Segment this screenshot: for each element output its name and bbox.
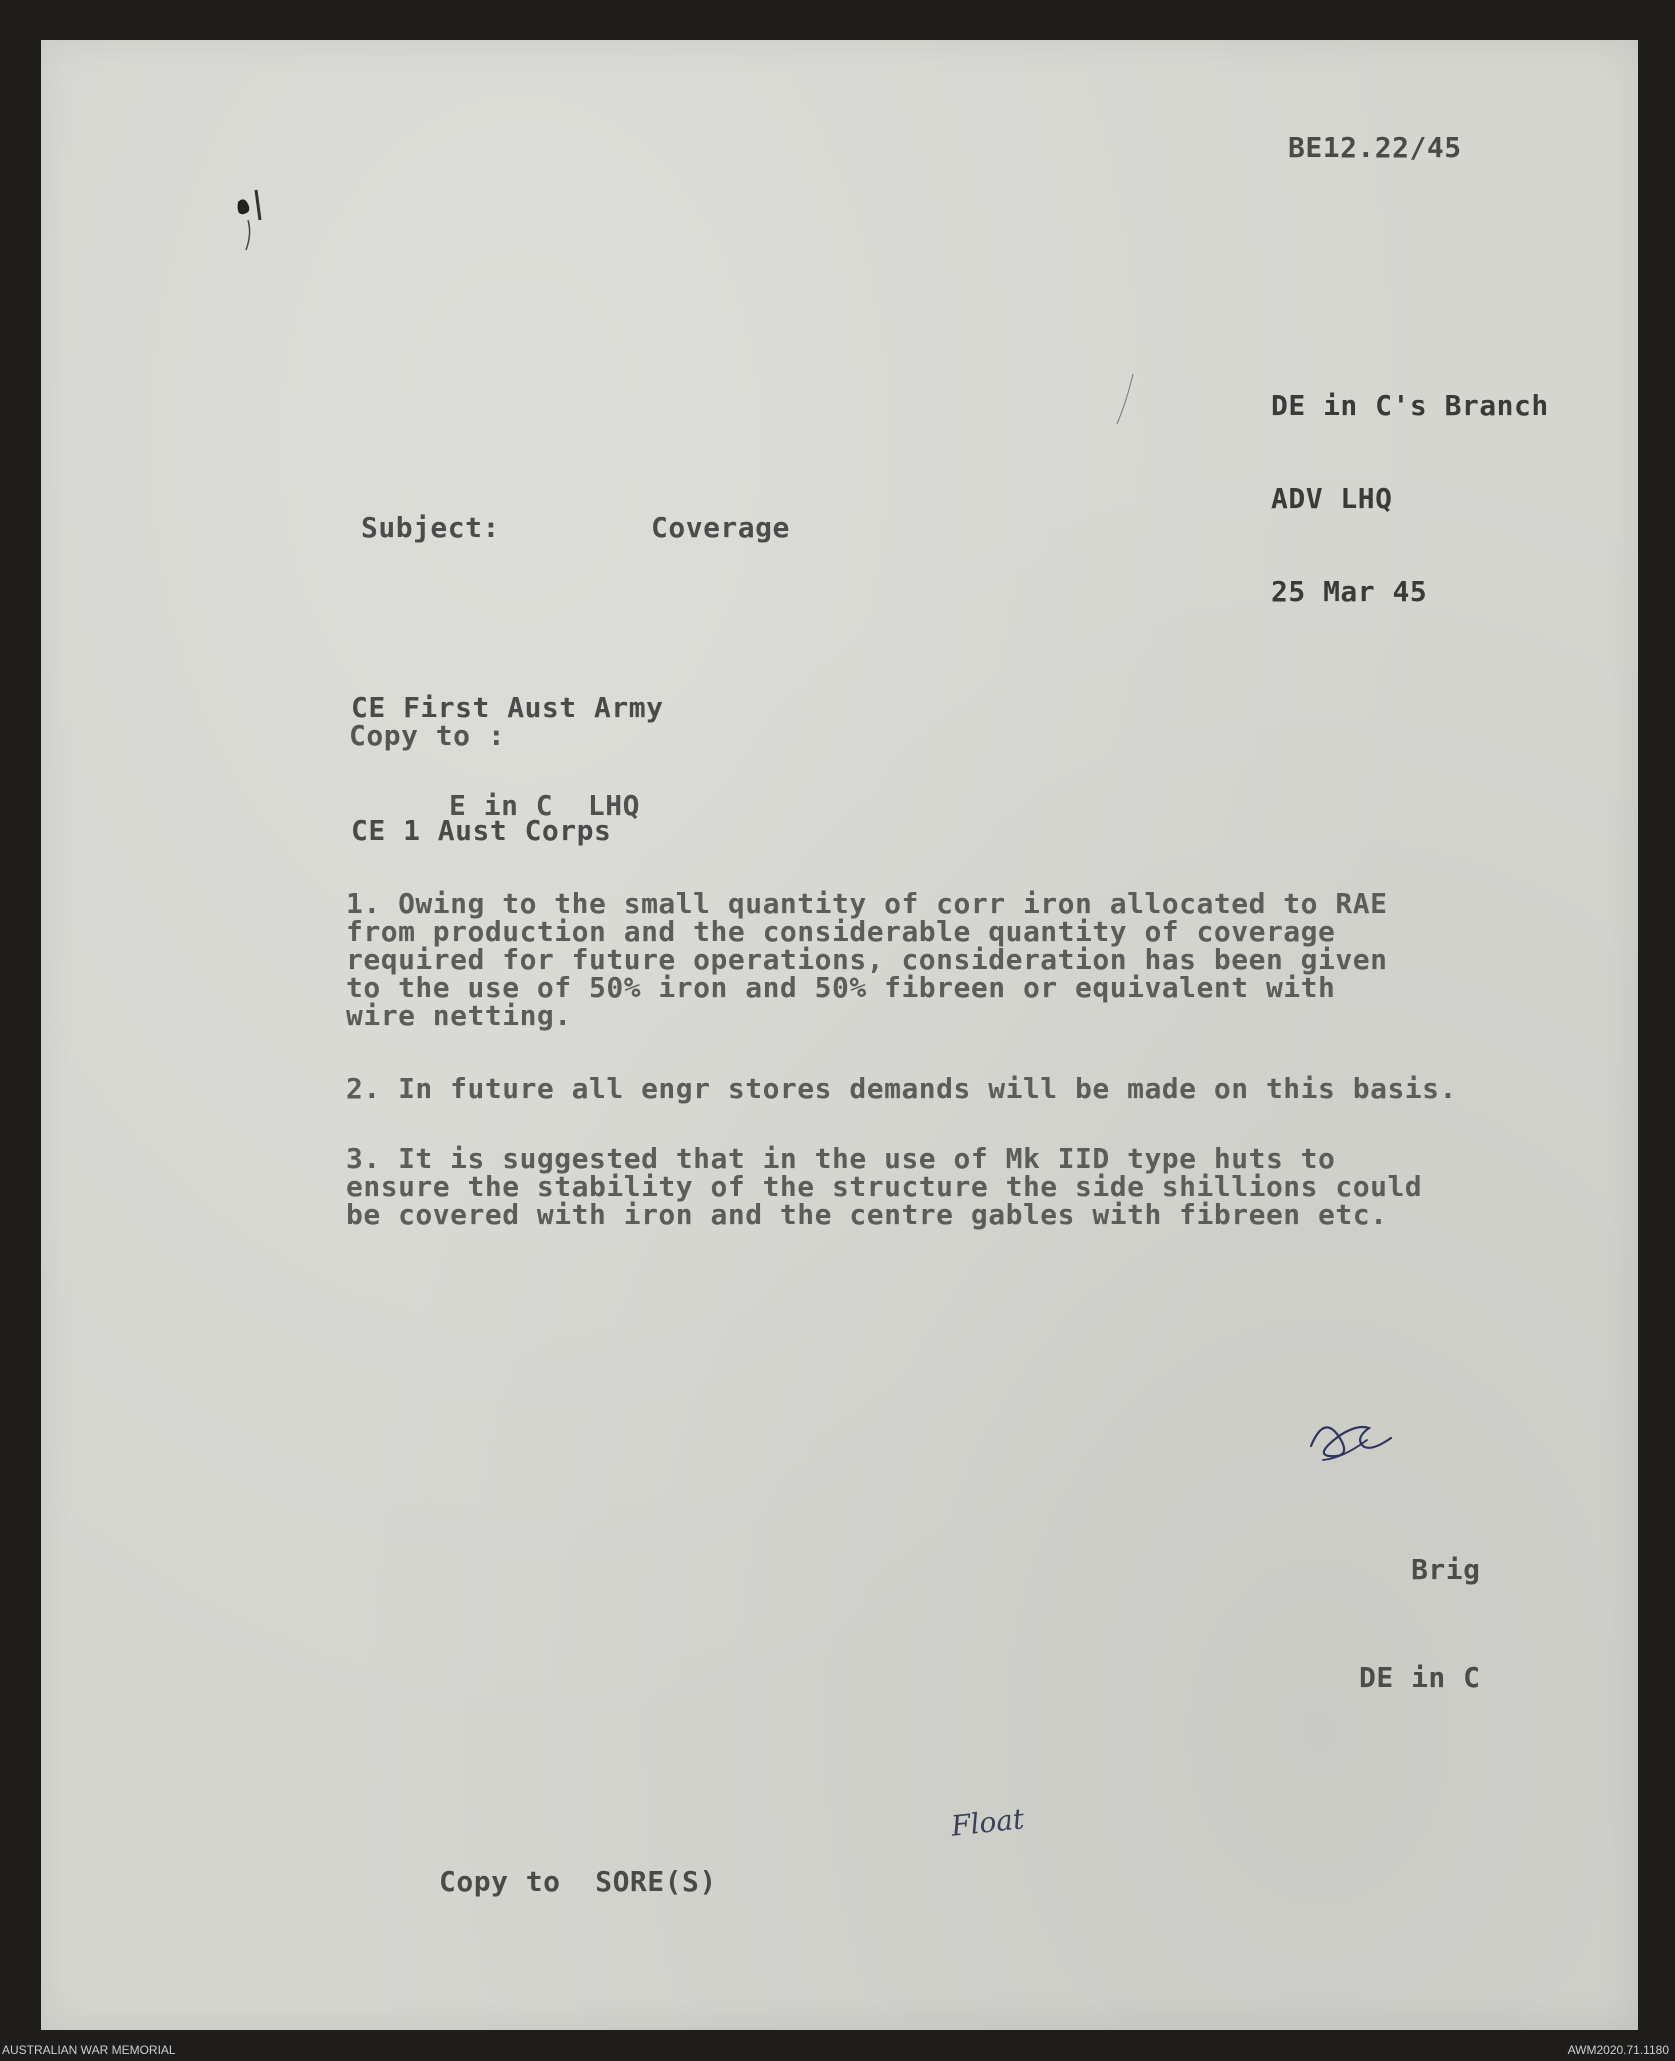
- reference-number: BE12.22/45: [1288, 131, 1462, 164]
- copy-to-label: Copy to :: [349, 719, 506, 752]
- footer-copy-to: Copy to SORE(S): [439, 1865, 717, 1898]
- addressee-line: CE First Aust Army: [351, 691, 664, 724]
- handwritten-signature: [1303, 1400, 1423, 1480]
- paper-sheet: [41, 40, 1638, 2030]
- sender-line-branch: DE in C's Branch: [1271, 389, 1549, 422]
- ink-blot-mark: [226, 180, 286, 260]
- addressee-block: [351, 605, 663, 933]
- archive-item-number: AWM2020.71.1180: [1567, 2043, 1669, 2057]
- addressee-line: CE 1 Aust Corps: [351, 814, 612, 847]
- pencil-stroke: [1111, 370, 1141, 430]
- signatory-rank: Brig: [1411, 1553, 1481, 1586]
- copy-to-recipient: E in C LHQ: [449, 789, 640, 822]
- subject-label: Subject:: [361, 511, 500, 544]
- archive-institution: AUSTRALIAN WAR MEMORIAL: [2, 2043, 176, 2057]
- sender-line-date: 25 Mar 45: [1271, 575, 1428, 608]
- signatory-block: [1359, 1480, 1481, 1768]
- sender-block: [1271, 328, 1549, 669]
- sender-line-hq: ADV LHQ: [1271, 482, 1393, 515]
- paragraph-1: 1. Owing to the small quantity of corr iron allocated to RAE from production and the considerable quantity of coverage required for future operations, consideration has been given to the use of 50% iron and 50% fibreen or equivalent with wire netting.: [346, 887, 1388, 1032]
- handwritten-note: Float: [949, 1802, 1026, 1843]
- signatory-title: DE in C: [1359, 1661, 1481, 1694]
- subject-value: Coverage: [651, 511, 790, 544]
- paragraph-3: 3. It is suggested that in the use of Mk IID type huts to ensure the stability of the structure the side shillions could be covered with iron and the centre gables with fibreen etc.: [346, 1142, 1423, 1231]
- paragraph-2: 2. In future all engr stores demands will be made on this basis.: [346, 1072, 1457, 1105]
